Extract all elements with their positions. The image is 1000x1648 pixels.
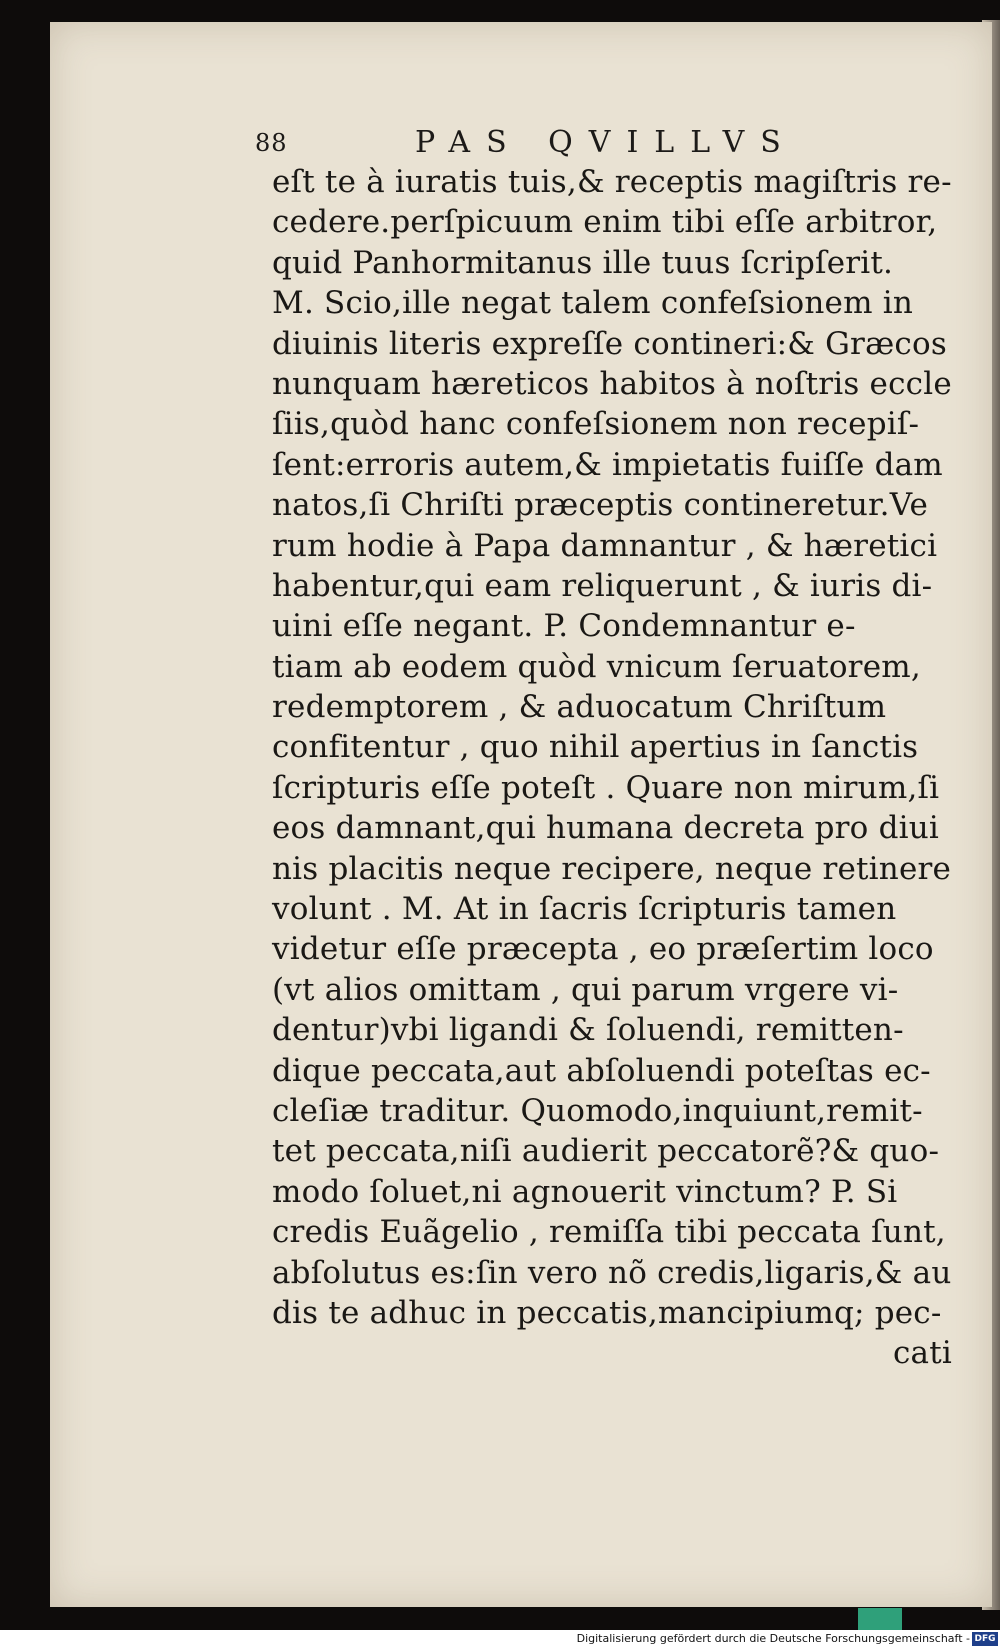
text-line: credis Euãgelio , remiſſa tibi peccata ſunt,: [272, 1214, 946, 1251]
text-line: dentur)vbi ligandi & ſoluendi, remitten-: [272, 1012, 904, 1049]
text-line: modo ſoluet,ni agnouerit vinctum? P. Si: [272, 1173, 898, 1210]
text-line: habentur,qui eam reliquerunt , & iuris di-: [272, 567, 933, 604]
funding-note: Digitalisierung gefördert durch die Deutsche Forschungsgemeinschaft -: [576, 1632, 970, 1645]
text-line: redemptorem , & aduocatum Chriſtum: [272, 689, 887, 726]
color-marker: [858, 1608, 902, 1630]
text-line: tiam ab eodem quòd vnicum ſeruatorem,: [272, 648, 921, 685]
text-line: ſcripturis eſſe poteſt . Quare non mirum,ſi: [272, 769, 940, 806]
text-line: cleſiæ traditur. Quomodo,inquiunt,remit-: [272, 1092, 923, 1129]
text-line: quid Panhormitanus ille tuus ſcripſerit.: [272, 244, 894, 281]
text-line: (vt alios omittam , qui parum vrgere vi-: [272, 971, 899, 1008]
text-line: abſolutus es:ſin vero nõ credis,ligaris,& au: [272, 1254, 952, 1291]
text-line: M. Scio,ille negat talem confeſsionem in: [272, 285, 914, 322]
text-line: nis placitis neque recipere, neque retinere: [272, 850, 952, 887]
running-title: PAS QVILLVS: [415, 125, 797, 160]
text-line: dique peccata,aut abſoluendi poteſtas ec-: [272, 1052, 931, 1089]
dfg-logo: DFG: [972, 1632, 998, 1646]
text-line: uini eſſe negant. P. Condemnantur e-: [272, 608, 856, 645]
catchword: cati: [892, 1335, 952, 1372]
text-line: nunquam hæreticos habitos à noſtris eccle: [272, 365, 952, 402]
footer-bar: [0, 1630, 1000, 1648]
text-line: eſt te à iuratis tuis,& receptis magiſtris re-: [272, 164, 952, 200]
text-line: dis te adhuc in peccatis,mancipiumq; pec-: [272, 1294, 942, 1331]
text-line: ſent:erroris autem,& impietatis fuiſſe dam: [272, 446, 943, 483]
text-line: diuinis literis expreſſe contineri:& Græcos: [272, 325, 947, 362]
text-line: ſiis,quòd hanc confeſsionem non recepiſ-: [272, 406, 920, 443]
page-header: [255, 125, 955, 165]
text-line: eos damnant,qui humana decreta pro diui: [272, 810, 940, 847]
body-text: [272, 162, 972, 1374]
text-line: tet peccata,niſi audierit peccatorẽ?& quo-: [272, 1133, 940, 1170]
text-line: videtur eſſe præcepta , eo præſertim loco: [272, 931, 934, 968]
text-line: confitentur , quo nihil apertius in ſanctis: [272, 729, 919, 766]
text-line: volunt . M. At in ſacris ſcripturis tamen: [272, 891, 897, 928]
text-line: rum hodie à Papa damnantur , & hæretici: [272, 527, 938, 564]
text-line: cedere.perſpicuum enim tibi eſſe arbitror,: [272, 204, 938, 241]
page-number: 88: [255, 129, 288, 157]
text-line: natos,ſi Chriſti præceptis contineretur.Ve: [272, 487, 928, 524]
